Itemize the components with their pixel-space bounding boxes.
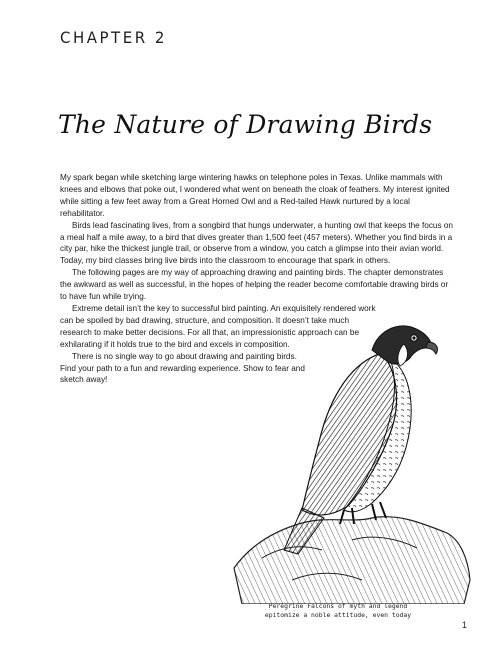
paragraph-1: My spark began while sketching large wintering hawks on telephone poles in Texas. Unlike mammals with knees and elbows that poke out, I wondered what went on beneath the cloak of feathers. My interest ignited while sitting a few feet away from a Great Horned Owl and a Red-tailed Hawk nurtured by a local rehabilitator.	[60, 173, 450, 218]
illustration-caption: Peregrine Falcons of myth and legend epitomize a noble attitude, even today	[264, 602, 412, 619]
falcon-beak	[426, 342, 438, 354]
paragraph-3: The following pages are my way of approaching drawing and painting birds. The chapter demonstrates the awkward as well as successful, in the hopes of helping the reader become comfortable drawing birds or to have fun while trying.	[60, 268, 449, 302]
rock-perch	[234, 517, 470, 604]
peregrine-falcon-illustration	[232, 318, 472, 604]
chapter-title: The Nature of Drawing Birds	[58, 110, 433, 139]
paragraph-5: There is no single way to go about drawing and painting birds. Find your path to a fun and rewarding experience. Show to fear and sketch away!	[60, 351, 305, 385]
chapter-label: CHAPTER 2	[60, 28, 167, 48]
paragraph-4: Extreme detail isn’t the key to successful bird painting. An exquisitely rendered work can be spoiled by bad drawing, structure, and composition. It doesn’t take much research to make better decisions. For all that, an impressionistic approach can be exhilarating if it holds true to the bird and excels in composition.	[60, 303, 376, 349]
paragraph-2: Birds lead fascinating lives, from a songbird that hungs underwater, a hunting owl that keeps the focus on a meal half a mile away, to a bird that dives greater than 1,500 feet (457 meters). Whether you find birds in a city par, hike the thickest jungle trail, or observe from a window, you catch a glimpse into their avian world. Today, my bird classes bring live birds into the classroom to encourage that spark in others.	[60, 220, 453, 266]
page-number: 1	[462, 620, 468, 630]
